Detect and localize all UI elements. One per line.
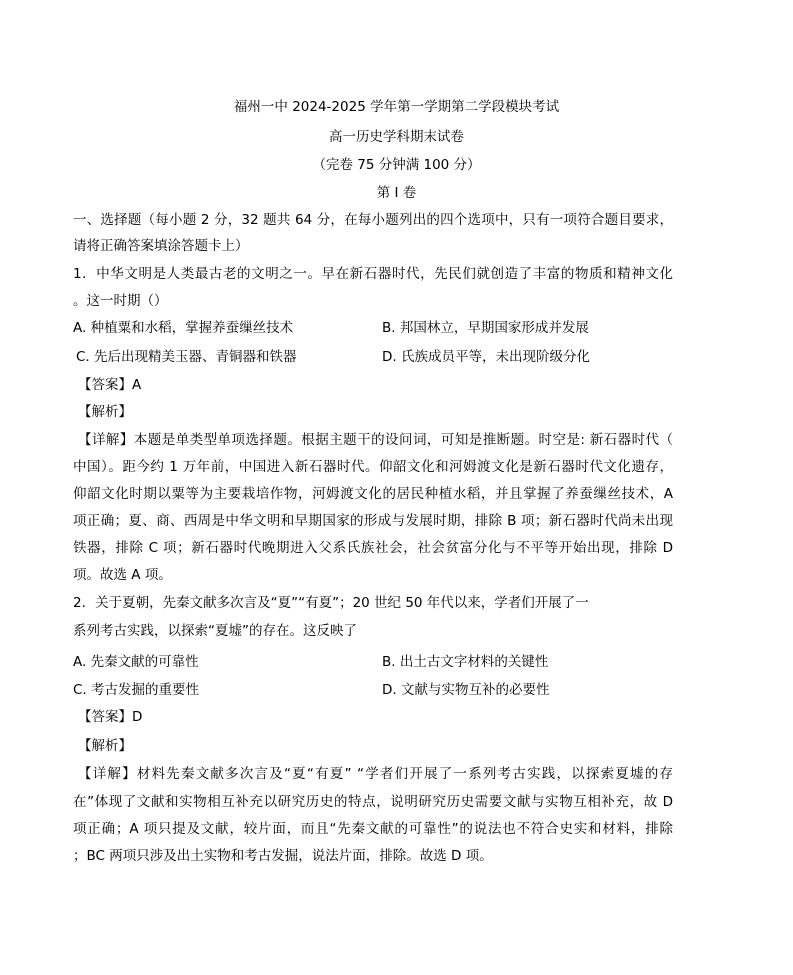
question-2-explanation-line-4: ；BC 两项只涉及出土实物和考古发掘，说法片面，排除。故选 D 项。: [73, 848, 493, 864]
question-1-explanation-line-6: 项。故选 A 项。: [73, 567, 172, 583]
section-instruction-line-1: 一、选择题（每小题 2 分，32 题共 64 分，在每小题列出的四个选项中，只有一项符合题目要求，: [73, 212, 673, 228]
question-1-answer: 【答案】A: [78, 377, 142, 393]
volume-label: 第 I 卷: [376, 185, 417, 201]
section-instruction-line-2: 请将正确答案填涂答题卡上）: [73, 238, 249, 254]
question-1-stem-line-1: 1．中华文明是人类最古老的文明之一。早在新石器时代，先民们就创造了丰富的物质和精神文化: [73, 266, 673, 282]
question-2-analysis-label: 【解析】: [78, 738, 132, 754]
question-1-option-d: D. 氏族成员平等，未出现阶级分化: [382, 349, 590, 365]
question-2-explanation-line-3: 项正确；A 项只提及文献，较片面，而且“先秦文献的可靠性”的说法也不符合史实和材料，排除: [73, 821, 673, 837]
question-2-stem-line-1: 2．关于夏朝，先秦文献多次言及“夏”“有夏”；20 世纪 50 年代以来，学者们开展了一: [73, 595, 589, 611]
question-2-option-b: B. 出土古文字材料的关键性: [382, 654, 549, 670]
question-2-option-d: D. 文献与实物互补的必要性: [382, 682, 550, 698]
question-1-explanation-line-4: 项正确；夏、商、西周是中华文明和早期国家的形成与发展时期，排除 B 项；新石器时代尚未出现: [73, 513, 673, 529]
question-1-option-a: A. 种植粟和水稻，掌握养蚕缫丝技术: [73, 320, 294, 336]
question-2-explanation-line-2: 在”体现了文献和实物相互补充以研究历史的特点，说明研究历史需要文献与实物互相补充，故 D: [73, 794, 673, 810]
question-1-explanation-line-3: 仰韶文化时期以粟等为主要栽培作物，河姆渡文化的居民种植水稻，并且掌握了养蚕缫丝技术，A: [73, 486, 673, 502]
question-2-option-c: C. 考古发掘的重要性: [73, 682, 200, 698]
exam-subtitle: 高一历史学科期末试卷: [329, 129, 464, 145]
exam-title: 福州一中 2024-2025 学年第一学期第二学段模块考试: [233, 99, 560, 115]
question-1-analysis-label: 【解析】: [78, 404, 132, 420]
question-2-option-a: A. 先秦文献的可靠性: [73, 654, 199, 670]
question-1-explanation-line-2: 中国）。距今约 1 万年前，中国进入新石器时代。仰韶文化和河姆渡文化是新石器时代文化遗存，: [73, 459, 673, 475]
question-1-stem-line-2: 。这一时期（）: [73, 293, 168, 309]
question-1-explanation-line-1: 【详解】本题是单类型单项选择题。根据主题干的设问词，可知是推断题。时空是: 新石器时代（: [78, 432, 673, 448]
question-2-stem-line-2: 系列考古实践，以探索“夏墟”的存在。这反映了: [73, 623, 357, 639]
question-1-option-b: B. 邦国林立，早期国家形成并发展: [382, 320, 589, 336]
question-2-explanation-line-1: 【详解】材料先秦文献多次言及“夏“有夏” “学者们开展了一系列考古实践，以探索夏墟的存: [78, 766, 673, 782]
question-1-explanation-line-5: 铁器，排除 C 项；新石器时代晚期进入父系氏族社会，社会贫富分化与不平等开始出现，排除 D: [73, 540, 673, 556]
exam-info: （完卷 75 分钟满 100 分）: [312, 157, 481, 173]
question-1-option-c: C. 先后出现精美玉器、青铜器和铁器: [76, 349, 297, 365]
question-2-answer: 【答案】D: [78, 709, 143, 725]
